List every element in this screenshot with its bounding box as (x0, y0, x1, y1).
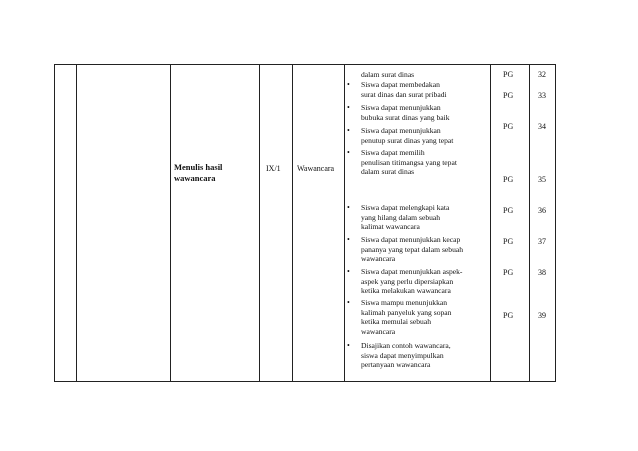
kegiatan-cell: Wawancara (297, 164, 335, 173)
bentuk-soal: PG (503, 175, 514, 184)
nomor-soal: 37 (538, 237, 546, 246)
bullet-icon: • (347, 267, 350, 276)
bullet-icon: • (347, 148, 350, 157)
indikator-item (347, 235, 507, 264)
indikator-line: pertanyaan wawancara (361, 360, 431, 370)
indikator-line: kalimat wawancara (361, 222, 420, 232)
indikator-line: penulisan titimangsa yang tepat (361, 157, 457, 167)
indikator-line: ketika memulai sebuah (361, 317, 432, 327)
indikator-line: Siswa dapat menunjukkan aspek- (361, 267, 463, 276)
bentuk-soal: PG (503, 91, 514, 100)
column-divider (292, 64, 293, 382)
indikator-line: kalimah panyeluk yang sopan (361, 307, 452, 317)
indikator-line: yang hilang dalam sebuah (361, 212, 441, 222)
indikator-line: Siswa dapat membedakan (361, 80, 440, 89)
bentuk-soal: PG (503, 268, 514, 277)
bentuk-soal: PG (503, 237, 514, 246)
indikator-line: siswa dapat menyimpulkan (361, 350, 444, 360)
indikator-line: bubuka surat dinas yang baik (361, 112, 450, 122)
column-divider (259, 64, 260, 382)
indikator-line: aspek yang perlu dipersiapkan (361, 276, 454, 286)
nomor-soal: 36 (538, 206, 546, 215)
nomor-soal: 33 (538, 91, 546, 100)
nomor-soal: 34 (538, 122, 546, 131)
nomor-soal: 39 (538, 311, 546, 320)
nomor-soal: 32 (538, 70, 546, 79)
indikator-line: ketika melakukan wawancara (361, 286, 451, 296)
column-divider (344, 64, 345, 382)
indikator-item (347, 298, 507, 336)
bullet-icon: • (347, 341, 350, 350)
indikator-item (347, 203, 507, 232)
indikator-line: dalam surat dinas (361, 167, 415, 177)
indikator-line: Siswa dapat melengkapi kata (361, 203, 450, 212)
indikator-item (347, 341, 507, 370)
indikator-item (347, 148, 507, 177)
column-divider (170, 64, 171, 382)
indikator-line: Siswa dapat memilih (361, 148, 425, 157)
indikator-line: surat dinas dan surat pribadi (361, 89, 447, 99)
indikator-line: pananya yang tepat dalam sebuah (361, 244, 464, 254)
indikator-line: Siswa dapat menunjukkan (361, 126, 441, 135)
indikator-line: penutup surat dinas yang tepat (361, 135, 454, 145)
indikator-line: Siswa mampu menunjukkan (361, 298, 448, 307)
indikator-item (361, 70, 507, 80)
indikator-item (347, 80, 507, 99)
indikator-item (347, 126, 507, 145)
bullet-icon: • (347, 235, 350, 244)
bentuk-soal: PG (503, 70, 514, 79)
column-divider (529, 64, 530, 382)
indikator-line: wawancara (361, 326, 396, 336)
indikator-line: Disajikan contoh wawancara, (361, 341, 451, 350)
bullet-icon: • (347, 298, 350, 307)
indikator-item (347, 267, 507, 296)
bullet-icon: • (347, 103, 350, 112)
bullet-icon: • (347, 126, 350, 135)
indikator-line: Siswa dapat menunjukkan kecap (361, 235, 461, 244)
nomor-soal: 35 (538, 175, 546, 184)
bentuk-soal: PG (503, 122, 514, 131)
bullet-icon: • (347, 203, 350, 212)
indikator-item (347, 103, 507, 122)
nomor-soal: 38 (538, 268, 546, 277)
indikator-line: wawancara (361, 254, 396, 264)
kelas-cell: IX/1 (266, 164, 281, 173)
column-divider (76, 64, 77, 382)
indikator-line: dalam surat dinas (361, 70, 415, 79)
bentuk-soal: PG (503, 206, 514, 215)
indikator-line: Siswa dapat menunjukkan (361, 103, 441, 112)
materi-line: wawancara (174, 173, 216, 183)
materi-line: Menulis hasil (174, 162, 223, 172)
bentuk-soal: PG (503, 311, 514, 320)
bullet-icon: • (347, 80, 350, 89)
